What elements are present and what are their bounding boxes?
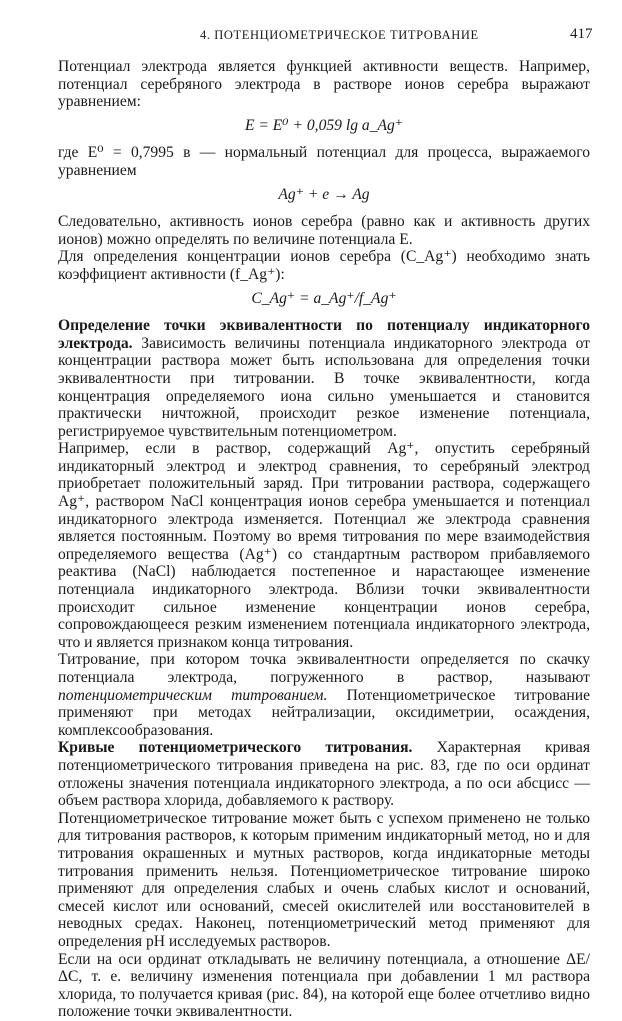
running-header: [0, 25, 622, 45]
paragraph-8-text: Характерная кривая потенциометрического титрования приведена на рис. 83, где по оси ординат отложены значения потенциала индикаторного электрода, а по оси абсцисс — объем раствора хлорида, добавляемого к раствору.: [58, 739, 591, 810]
paragraph-2: где E⁰ = 0,7995 в — нормальный потенциал для процесса, выражаемого уравнением: [58, 144, 590, 179]
section-heading-equivalence: Определение точки эквивалентности по потенциалу индикаторного электрода.: [58, 317, 590, 352]
running-title: 4. ПОТЕНЦИОМЕТРИЧЕСКОЕ ТИТРОВАНИЕ: [200, 28, 479, 42]
paragraph-5: [58, 317, 590, 440]
paragraph-9: Потенциометрическое титрование может быть с успехом применено не только для титрования растворов, к которым применим индикаторный метод, но и для титрования окрашенных и мутных растворов, когда индикаторные методы титрования применить нельзя. Потенциометрическое титрование широко применяют для определения слабых и очень слабых кислот и оснований, смесей кислот или оснований, смесей окислителей или восстановителей в неводных средах. Наконец, потенциометрический метод применяют для определения pH исследуемых растворов.: [58, 809, 590, 950]
equation-reaction: Ag⁺ + e → Ag: [278, 185, 370, 203]
equation-concentration: C_Ag⁺ = a_Ag⁺/f_Ag⁺: [251, 289, 397, 307]
paragraph-1: Потенциал электрода является функцией активности веществ. Например, потенциал серебряного электрода в растворе ионов серебра выражают уравнением:: [58, 58, 590, 111]
paragraph-7-text-a: Титрование, при котором точка эквивалентности определяется по скачку потенциала электрода, погруженного в раствор, называют: [58, 651, 590, 686]
paragraph-8: [58, 739, 590, 809]
paragraph-10: Если на оси ординат откладывать не величину потенциала, а отношение ΔE/ΔC, т. е. величину изменения потенциала при добавлении 1 мл раствора хлорида, то получается кривая (рис. 84), на которой еще более отчетливо видно положение точки эквивалентности.: [58, 950, 590, 1021]
paragraph-3: Следовательно, активность ионов серебра (равно как и активность других ионов) можно определять по величине потенциала E.: [58, 213, 590, 248]
section-heading-curves: Кривые потенциометрического титрования.: [58, 739, 413, 757]
paragraph-7-text-b: Потенциометрическое титрование применяют при методах нейтрализации, оксидиметрии, осаждения, комплексообразования.: [58, 686, 590, 739]
paragraph-6: Например, если в раствор, содержащий Ag⁺, опустить серебряный индикаторный электрод и электрод сравнения, то серебряный электрод приобретает положительный заряд. При титровании раствора, содержащего Ag⁺, раствором NaCl концентрация ионов серебра уменьшается и потенциал индикаторного электрода изменяется. Потенциал же электрода сравнения является постоянным. Поэтому во время титрования по мере взаимодействия определяемого вещества (Ag⁺) со стандартным раствором прибавляемого реактива (NaCl) наблюдается постепенное и нарастающее изменение потенциала индикаторного электрода. Вблизи точки эквивалентности происходит сильное изменение концентрации ионов серебра, сопровождающееся резким изменением потенциала индикаторного электрода, что и является признаком конца титрования.: [58, 440, 590, 651]
term-potentiometric-titration: потенциометрическим титрованием.: [58, 686, 328, 704]
page-body: [58, 58, 590, 1021]
equation-nernst: E = E⁰ + 0,059 lg a_Ag⁺: [244, 116, 404, 134]
paragraph-5-text: Зависимость величины потенциала индикаторного электрода от концентрации раствора может быть использована для определения точки эквивалентности при титровании. В точке эквивалентности, когда концентрация определяемого иона сильно уменьшается и становится практически ничтожной, происходит резкое изменение потенциала, регистрируемое чувствительным потенциометром.: [58, 334, 590, 440]
paragraph-4: Для определения концентрации ионов серебра (C_Ag⁺) необходимо знать коэффициент активности (f_Ag⁺):: [58, 248, 590, 283]
paragraph-7: [58, 651, 590, 739]
page-number: 417: [570, 26, 593, 42]
